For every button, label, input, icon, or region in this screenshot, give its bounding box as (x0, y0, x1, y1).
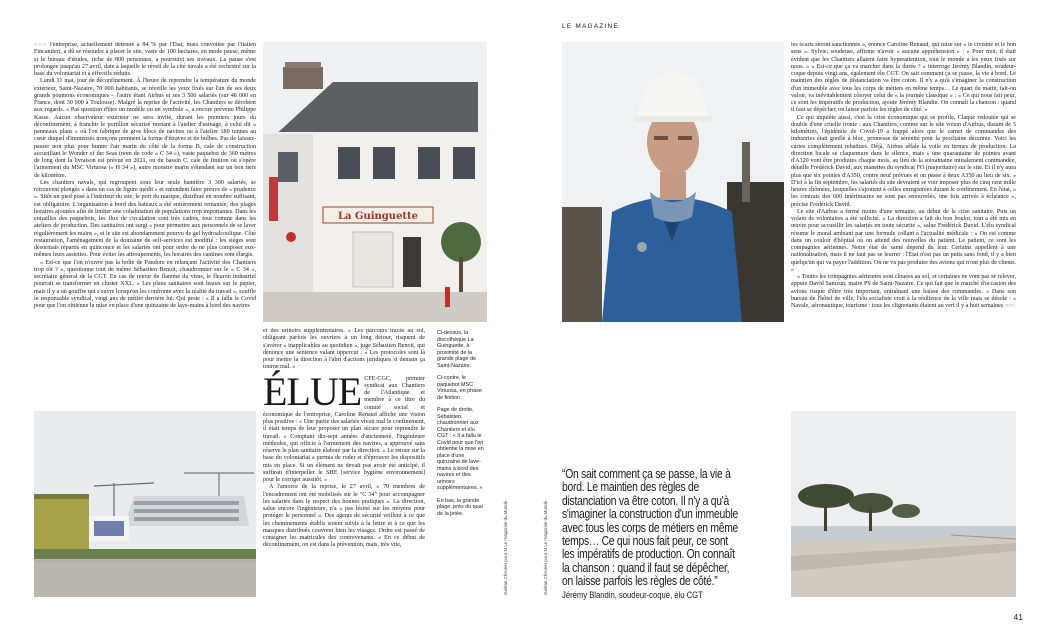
column-2-paragraph-2: ÉLUE CFE-CGC, premier syndicat aux Chantiers de l'Atlantique et membre à ce titre du comité social et économique de l'entreprise, Caroline Renaud affiche une vision plus positive : « Une partie des salariés vivait mal le confinement, il était temps de leur proposer un plan sécure pour reprendre le travail. » Comptant dix-sept années d'ancienneté, l'ingénieure méthodes, qui officie à l'armement des navires, a approuvé sans réserve le plan sanitaire élaboré par la direction. « Le retour sur la base du volontariat a permis de roder et d'éprouver les dispositifs mis en place. Si un élément ne devait pas avoir été anticipé, il suffirait d'interpeller le SHE [service hygiène environnement] pour le corriger aussitôt. » (263, 368, 425, 483)
worker-illustration (562, 42, 784, 322)
column-1-paragraph-1: ○○○ l'entreprise, actuellement détenue à 84 % par l'État, mais convoitée par l'italien Fincantieri, a dû se résoudre à placer le site, vaste de 100 hectares, en mode pause, même si le bureau d'études, riche de 800 personnes, a poursuivi ses travaux. La pause s'est prolongée jusqu'au 27 avril, date à laquelle le réveil de la cité navale a été orchestré sur la base du volontariat et à effectifs réduits. (34, 42, 256, 77)
photo-beach (791, 411, 1016, 597)
column-4-paragraph-2: Ce qui inquiète aussi, c'est la crise économique qui se profile. Claque redoutée qui se double d'une cruelle ironie : aux Chantiers, comme sur le site voisin d'Airbus, distant de 5 kilomètres, l'épidémie de Covid-19 a frappé alors que le carnet de commandes des industries était gonflé à bloc, promesse de sérénité pour la prochaine décennie. Voici les cartes complètement rebattues. Déjà, Airbus affale la voile en termes de production. La direction locale se claquemure dans le silence, mais « une quarantaine de pointes avant d'A320 vont être produites chaque mois, au lieu de la soixantaine initialement commandée, détaille Frédérick David, aux manettes du syndicat FO (majoritaire) sur le site. Et il n'y aura plus que six pointes d'A350, contre neuf prévues et on passe à deux A350 au lieu de six. » D'ici à la fin septembre, les salariés du site devraient se voir imposer plus de cinq cent mille heures chômées, lesquelles s'ajoutent à celles enregistrées durant le confinement. En l'état, « les contrats des 600 intérimaires ne sont pas renouvelés, une fois arrivés à échéance », précise Frédérick David. (791, 114, 1016, 208)
column-2-paragraph-3: À l'amorce de la reprise, le 27 avril, « 70 membres de l'encadrement ont été mobilisés sur le "C 34" pour accompagner les salariés dans le respect des bonnes pratiques ». La direction, salue encore l'ingénieure, n'a « pas lésiné sur les moyens pour protéger le personnel ». Des agents de sécurité veillent à ce que les cheminements établis soient suivis à la lettre et à ce que les masques distribués couvrent bien les visages. Ordre est passé de consigner les matricules des contrevenants. « En ce début de déconfinement, on est dans la prévention, mais, très vite, (263, 484, 425, 549)
caption-virtuosa: Ci-contre, le paquebot MSC Virtuosa, en phase de finition. (437, 375, 482, 401)
column-4-paragraph-4: « Toutes les compagnies aériennes sont clouées au sol, et certaines ne vont pas se relever, appuie David Samzun, maire PS de Saint-Nazaire. Ce qui fait que le marché d'occasion des avions risque d'être très important, entraînant une baisse des commandes. » Dans son bureau de l'hôtel de ville, l'élu socialiste croit à la résilience de la ville mais se désole : « Navale, aéronautique, tourisme : tous les clignotants étaient au vert il y a huit semaines ○○○ (791, 274, 1016, 309)
page-number: 41 (1013, 612, 1023, 622)
photo-worker-portrait (562, 42, 784, 322)
pull-quote-author: Jérémy Blandin, soudeur-coque, élu CGT (562, 590, 703, 600)
photo-virtuosa (34, 411, 256, 597)
caption-guinguette: Ci-dessus, la discothèque La Guinguette, à proximité de la grande plage de Saint-Nazaire. (437, 330, 476, 369)
column-4-paragraph-1: les écarts seront sanctionnés », énonce Caroline Renaud, qui mise sur « le civisme et le bon sens ». Sylvie, soudeuse, affirme n'avoir « aucune appréhension » : « Pour moi, il était évident que les Chantiers allaient faire hyperattention, tout le monde a les yeux fixés sur nous. » « Est-ce que ça va marcher dans la durée ? » interroge Jérémy Blandin, soudeur-coque depuis vingt ans, également élu CGT. On sait comment ça se passe, la vie à bord. Le maintien des règles de distanciation va être coton. Il n'y a qu'à s'imaginer la construction d'un immeuble avec tous les corps de métiers en même temps… Le quart du matin, fait-on valoir, va inévitablement côtoyer celui de « la journée classique » : « Ce qui nous fait peur, ce sont les impératifs de production, ajoute Jérémy Blandin. On connaît la chanson : quand il faut se dépêcher, on laisse parfois les règles de côté. » (791, 42, 1016, 114)
section-header: LE MAGAZINE (562, 23, 619, 30)
pull-quote: “On sait comment ça se passe, la vie à bord. Le maintien des règles de distanciation va être coton. Il n'y a qu'à s'imaginer la construction d'un immeuble avec tous les corps de métiers en même temps… Ce qui nous fait peur, ce sont les impératifs de production. On connaît la chanson : quand il faut se dépêcher, on laisse parfois les règles de côté.” (562, 467, 739, 589)
photo-guinguette (263, 42, 487, 322)
article-column-4 (791, 42, 1016, 404)
dropcap-word: ÉLUE (263, 368, 362, 414)
guinguette-sign-text: La Guinguette (337, 211, 419, 222)
beach-illustration (791, 411, 1016, 597)
article-column-2 (263, 328, 425, 598)
virtuosa-illustration (34, 411, 256, 597)
caption-plage: En bas, la grande plage, près du quai de la jetée. (437, 497, 483, 517)
column-1-paragraph-4: « Est-ce que l'on n'ouvre pas la boîte de Pandore en relançant l'activité des Chantiers trop tôt ? », questionne tout de même Sébastien Benoit, chaudronnier sur le « C 34 », secrétaire général de la CGT. En cas de retour de flamme du virus, le fleuron industriel pourrait se transformer en cluster XXL. « Les plans sanitaires sont beaux sur le papier, mais il y a un gouffre qui s'ouvre lorsqu'on les confronte avec la réalité du travail », souffle le responsable syndical, vingt ans de métier derrière lui. Qui peste : « Il a fallu le Covid pour que l'on obtienne la mise en place d'une quinzaine de lave-mains à bord des navires (34, 259, 256, 309)
caption-sebastien: Page de droite, Sébastien, chaudronnier aux Chantiers et élu CGT : « Il a fallu le Covid pour que l'on obtienne la mise en place d'une quinzaine de lave-mains à bord des navires et des urinoirs supplémentaires. » (437, 407, 484, 491)
photo-credit-right: Gaétan Chevrier pour M Le magazine du Monde (543, 500, 548, 595)
column-2-paragraph-1: et des urinoirs supplémentaires. » Les parcours tracés au sol, obligeant parfois les ouvriers à un long détour, risquent de s'avérer « inapplicables au quotidien », juge Sébastien Benoit, qui dénonce une sentence valant uppercut : « Les protocoles sont là pour mettre la direction à l'abri d'actions juridiques si demain ça tourne mal. » (263, 328, 425, 371)
photo-credit-left: Gaétan Chevrier pour M Le magazine du Monde (503, 500, 508, 595)
section-marker: ○○○ (34, 42, 48, 48)
article-column-1 (34, 42, 256, 398)
column-1-paragraph-2: Lundi 11 mai, jour de déconfinement. À l'heure de reprendre la température du monde extérieur, Saint-Nazaire, 70 000 habitants, se réveille les yeux fixés sur l'un de ses deux grands poumons économiques – l'autre étant Airbus et ses 3 500 salariés (sur 48 000 en France, dont 30 000 à Toulouse). Malgré la reprise de l'activité, les Chantiers se dérobent aux regards. « Pas question d'être un modèle ou un symbole », a encore prévenu Philippe Kasse. Aucun observateur extérieur ne sera invité, durant les premiers jours du déconfinement, à franchir le portillon sécurisé menant à l'atelier d'usinage, à celui dit « panneaux plans » où l'on fabrique de gros blocs de navires ou à l'atelier 180 tonnes au cœur duquel d'immenses tronçons prennent la forme d'étraves et de bulbes. Pas de laissez-passer non plus pour humer l'air marin du côté de la forme B, cale de construction accueillant le Wonder of the Seas (nom de code « C 34 »), vaste paquebot de 360 mètres de long dont la livraison est prévue en 2021, ou du bassin C, cale de finition où s'opère l'armement du MSC Virtuosa (« H 34 »), autre monstre marin s'étendant sur un bon tiers de kilomètre. (34, 78, 256, 179)
end-marker: ○○○ (1004, 303, 1015, 309)
column-4-paragraph-3: Le site d'Airbus a fermé moins d'une semaine, au début de la crise sanitaire. Puis un volant de volontaires a été sollicité. « La direction a fait du bon boulot, tout a été mis en œuvre pour accueillir les salariés en toute sécurité », salue Frédérick David. L'élu syndical résume le moral ambiant par une formule collant à l'actualité médicale : « On est comme dans un couloir d'hôpital où on attend des nouvelles du patient. Le patient, ce sont les compagnies aériennes. Notre état de santé dépend du leur. Certains appellent à une nationalisation, mais il ne faut pas se leurrer : l'État n'est pas un puits sans fond, il y a bien quelqu'un qui va payer l'addition. On ne va pas produire des avions qui n'ont plus de clients. » (791, 208, 1016, 273)
caption-column (437, 330, 485, 523)
column-1-paragraph-3: Les chantiers navals, qui regroupent sous leur seule bannière 3 300 salariés, se retrouvent plongés « dans un cas de figure inédit » et entendent faire preuve de « prudence ». Sitôt un pied posé à l'intérieur du site, le port du masque, distribué en nombre suffisant, est obligatoire. L'organisation à bord des bateaux a été entièrement remaniée, des plages horaires ajoutées afin de limiter une cohabitation de populations trop importantes. Dans les entrailles des paquebots, les flux de circulation sont très cadrés, tout comme dans les ateliers de production. Des sanitaires ont surgi « pour permettre aux personnels de se laver régulièrement les mains », et le site est abondamment pourvu de gel hydroalcoolique. Côté restauration, l'aménagement de la douzaine de self-services est modifié : les sièges sont désormais répartis en quinconce et les salariés ont pour ordre de ne plus composer eux-mêmes leurs assiettes. Pour éviter les attroupements, les horaires des cantines sont élargis. (34, 179, 256, 259)
guinguette-illustration (263, 42, 487, 322)
